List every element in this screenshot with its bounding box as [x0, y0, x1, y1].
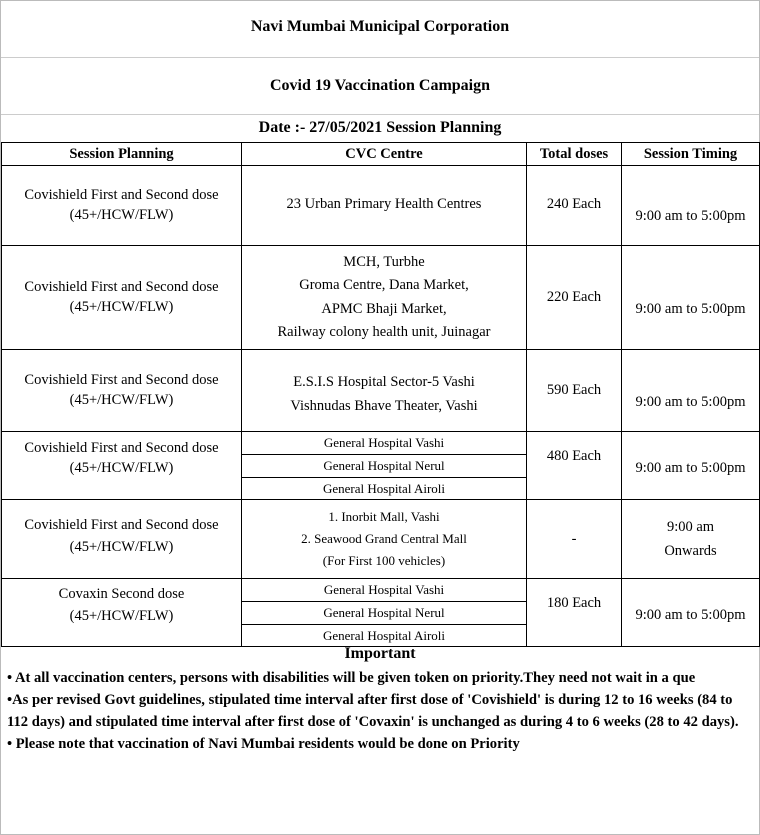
doses-value: 240 Each [546, 196, 602, 212]
doses-value: 220 Each [546, 289, 602, 305]
col-header: Session Timing [622, 143, 760, 166]
session-cell [2, 246, 242, 350]
centre-cell [242, 166, 527, 246]
timing-cell [622, 432, 760, 500]
doses-cell [527, 579, 622, 647]
doses-value: - [571, 530, 577, 547]
timing-line: 9:00 am [666, 519, 715, 535]
note-item: •As per revised Govt guidelines, stipulated time interval after first dose of 'Covishield' is during 12 to 16 weeks (84 to 112 days) and stipulated time interval after first dose of 'Covaxin' is unchanged as during 4 to 6 weeks (28 to 42 days). [7, 692, 739, 730]
timing-line: 9:00 am to 5:00pm [635, 301, 746, 317]
session-line: Covishield First and Second dose [24, 372, 219, 388]
table-header-row [2, 143, 760, 166]
table-row [2, 350, 760, 432]
centre-line: E.S.I.S Hospital Sector-5 Vashi [293, 373, 475, 390]
timing-cell [622, 350, 760, 432]
table-row [2, 246, 760, 350]
campaign-title: Covid 19 Vaccination Campaign [269, 77, 491, 94]
table-row [2, 579, 760, 602]
centre-line: APMC Bhaji Market, [321, 300, 447, 317]
centre-line: 23 Urban Primary Health Centres [286, 196, 482, 212]
session-line: Covishield First and Second dose [24, 440, 219, 456]
timing-cell [622, 246, 760, 350]
timing-line: 9:00 am to 5:00pm [635, 607, 746, 623]
session-line: (45+/HCW/FLW) [69, 392, 174, 408]
centre-cell [242, 432, 527, 455]
session-cell [2, 500, 242, 579]
timing-cell [622, 500, 760, 579]
centre-line: (For First 100 vehicles) [322, 553, 446, 568]
table-row [2, 166, 760, 246]
session-cell [2, 432, 242, 500]
centre-line: Groma Centre, Dana Market, [299, 277, 469, 293]
centre-line: General Hospital Nerul [323, 605, 445, 620]
session-line: (45+/HCW/FLW) [69, 207, 174, 223]
doses-cell [527, 432, 622, 500]
table-row [2, 432, 760, 455]
date-title: Date :- 27/05/2021 Session Planning [258, 119, 502, 136]
session-cell [2, 579, 242, 647]
doses-cell [527, 500, 622, 579]
session-cell [2, 166, 242, 246]
session-table [1, 142, 760, 647]
col-header: Total doses [527, 143, 622, 166]
centre-line: General Hospital Airoli [322, 480, 446, 496]
col-header: CVC Centre [242, 143, 527, 166]
centre-line: 2. Seawood Grand Central Mall [301, 531, 467, 546]
centre-line: General Hospital Airoli [322, 627, 446, 643]
note-item: • Please note that vaccination of Navi Mumbai residents would be done on Priority [7, 736, 520, 752]
divider [1, 114, 759, 115]
session-line: (45+/HCW/FLW) [69, 538, 174, 555]
doses-cell [527, 246, 622, 350]
centre-cell [242, 246, 527, 350]
note-item: • At all vaccination centers, persons with disabilities will be given token on priority.They need not wait in a que [7, 670, 696, 686]
session-line: Covishield First and Second dose [24, 516, 219, 533]
important-notes [1, 643, 759, 755]
doses-value: 590 Each [546, 382, 602, 398]
table-row [2, 500, 760, 579]
centre-cell [242, 478, 527, 500]
timing-line: Onwards [664, 543, 717, 559]
session-line: Covaxin Second dose [58, 586, 185, 602]
timing-cell [622, 166, 760, 246]
centre-cell [242, 579, 527, 602]
centre-line: Railway colony health unit, Juinagar [277, 324, 491, 340]
org-title: Navi Mumbai Municipal Corporation [250, 18, 510, 35]
session-line: Covishield First and Second dose [24, 187, 219, 203]
centre-cell [242, 455, 527, 478]
doses-cell [527, 350, 622, 432]
doses-value: 480 Each [546, 448, 602, 464]
centre-line: General Hospital Nerul [323, 458, 445, 473]
centre-line: General Hospital Vashi [323, 582, 445, 597]
session-cell [2, 350, 242, 432]
timing-line: 9:00 am to 5:00pm [635, 394, 746, 410]
session-line: (45+/HCW/FLW) [69, 460, 174, 476]
centre-cell [242, 500, 527, 579]
session-line: (45+/HCW/FLW) [69, 608, 174, 624]
centre-line: 1. Inorbit Mall, Vashi [328, 509, 440, 524]
centre-cell [242, 602, 527, 625]
divider [1, 57, 759, 58]
doses-value: 180 Each [546, 595, 602, 611]
session-line: Covishield First and Second dose [24, 279, 219, 295]
doses-cell [527, 166, 622, 246]
col-header: Session Planning [2, 143, 242, 166]
important-title: Important [344, 645, 416, 662]
timing-line: 9:00 am to 5:00pm [635, 208, 746, 224]
centre-line: Vishnudas Bhave Theater, Vashi [290, 397, 478, 414]
centre-line: MCH, Turbhe [343, 253, 425, 270]
timing-line: 9:00 am to 5:00pm [635, 460, 746, 476]
centre-cell [242, 350, 527, 432]
session-line: (45+/HCW/FLW) [69, 299, 174, 315]
timing-cell [622, 579, 760, 647]
centre-line: General Hospital Vashi [323, 435, 445, 450]
